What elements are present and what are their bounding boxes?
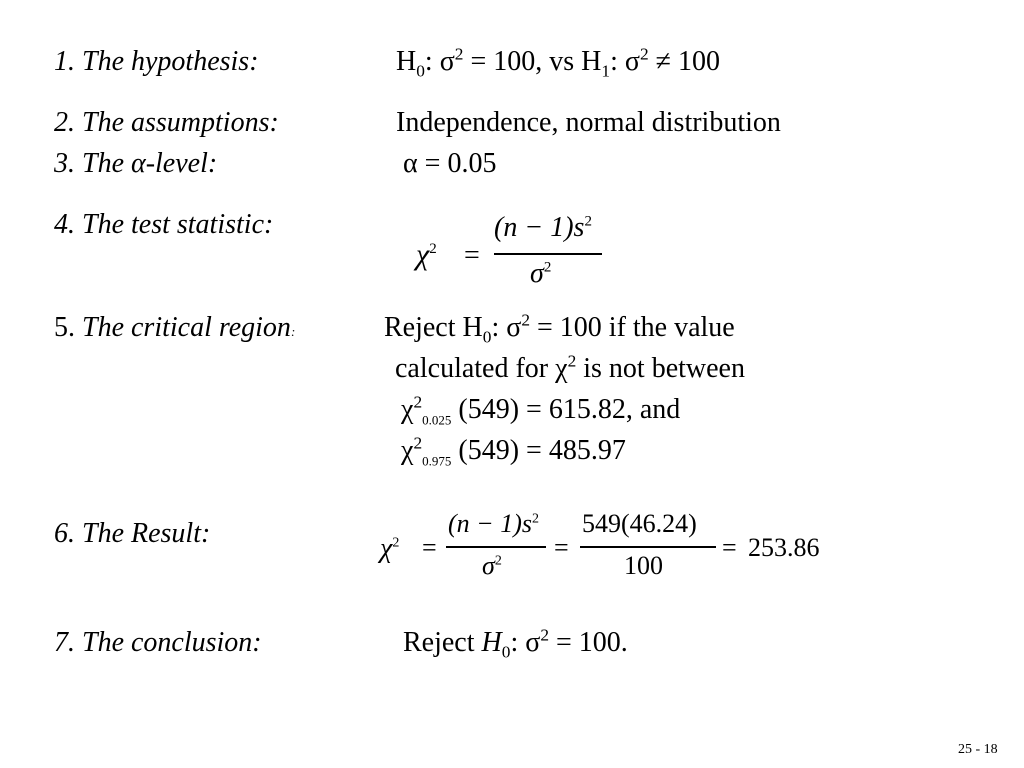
step6-label: 6. The Result: <box>54 518 211 549</box>
step5-line4: $\chi^2_{0.975}$ (549) = 485.97 <box>401 433 626 469</box>
slide-number: 25 - 18 <box>958 742 998 757</box>
step2-label: 2. The assumptions: <box>54 107 279 138</box>
step5-label: 5. The critical region: <box>54 312 296 343</box>
step5-line2: calculated for $\chi^2$ is not between <box>395 351 745 384</box>
step3-label: 3. The α-level: <box>54 148 218 179</box>
step7-label: 7. The conclusion: <box>54 627 262 658</box>
step1-hypothesis: $H_0$: $\sigma^2 = 100$, vs $H_1$: $\sigma^2 \ne 100$ <box>396 44 721 81</box>
result-formula: $\chi^2$ = $(n - 1)s^2$ $\sigma^2$ = 549(46.24) 100 = 253.86 <box>380 509 820 580</box>
step2-assumptions: Independence, normal distribution <box>396 107 781 138</box>
step7-conclusion: Reject $H_0$: $\sigma^2 = 100$. <box>403 625 628 662</box>
step5-line1: Reject $H_0$: $\sigma^2 = 100$ if the value <box>384 310 735 347</box>
step4-label: 4. The test statistic: <box>54 209 274 240</box>
step3-alpha: α = 0.05 <box>403 148 497 179</box>
step5-line3: $\chi^2_{0.025}$ (549) = 615.82, and <box>401 392 681 428</box>
test-statistic-formula: $\chi^2$ = $(n - 1)s^2$ $\sigma^2$ <box>414 210 614 300</box>
step1-label: 1. The hypothesis: <box>54 46 259 77</box>
